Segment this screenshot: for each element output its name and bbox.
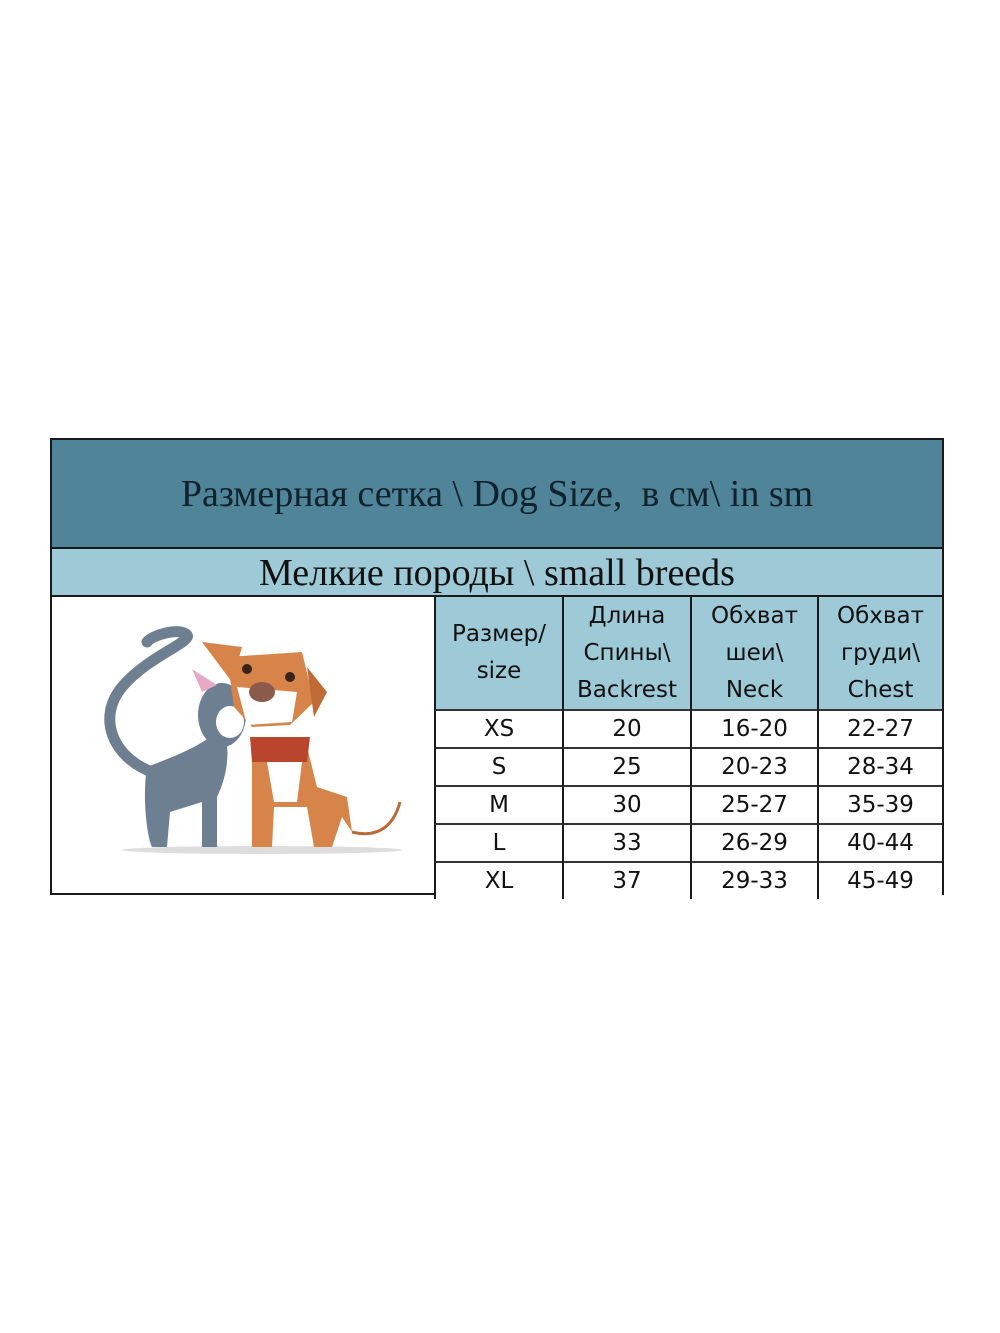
column-header-backrest <box>562 597 690 711</box>
header-line: Обхват <box>711 602 798 629</box>
header-line: груди\ <box>841 639 920 666</box>
table-cell: 33 <box>562 825 690 863</box>
chart-title: Размерная сетка \ Dog Size, в см\ in sm <box>52 440 942 549</box>
size-chart-table <box>50 438 944 895</box>
table-cell: 30 <box>562 787 690 825</box>
cat-and-dog-illustration <box>52 597 434 893</box>
table-cell: 20-23 <box>690 749 817 787</box>
header-line: Спины\ <box>583 639 671 666</box>
table-cell: 20 <box>562 711 690 749</box>
header-line: Длина <box>588 602 666 629</box>
table-cell: 28-34 <box>817 749 942 787</box>
table-cell: XL <box>434 863 562 899</box>
table-cell: 35-39 <box>817 787 942 825</box>
table-cell: 40-44 <box>817 825 942 863</box>
header-line: Backrest <box>577 676 677 703</box>
column-header-neck <box>690 597 817 711</box>
table-cell: XS <box>434 711 562 749</box>
column-header-chest <box>817 597 942 711</box>
header-line: Обхват <box>837 602 924 629</box>
table-cell: 29-33 <box>690 863 817 899</box>
table-cell: 25-27 <box>690 787 817 825</box>
table-cell: 25 <box>562 749 690 787</box>
column-header-size <box>434 597 562 711</box>
table-cell: 37 <box>562 863 690 899</box>
table-cell: 16-20 <box>690 711 817 749</box>
table-cell: 26-29 <box>690 825 817 863</box>
header-line: Размер/ <box>451 621 547 647</box>
header-line: Chest <box>847 676 914 703</box>
table-cell: M <box>434 787 562 825</box>
table-cell: S <box>434 749 562 787</box>
chart-subtitle: Мелкие породы \ small breeds <box>52 549 942 597</box>
table-cell: 22-27 <box>817 711 942 749</box>
table-cell: 45-49 <box>817 863 942 899</box>
table-cell: L <box>434 825 562 863</box>
header-line: Neck <box>725 676 784 703</box>
header-line: шеи\ <box>725 639 784 666</box>
header-line: size <box>476 658 522 684</box>
